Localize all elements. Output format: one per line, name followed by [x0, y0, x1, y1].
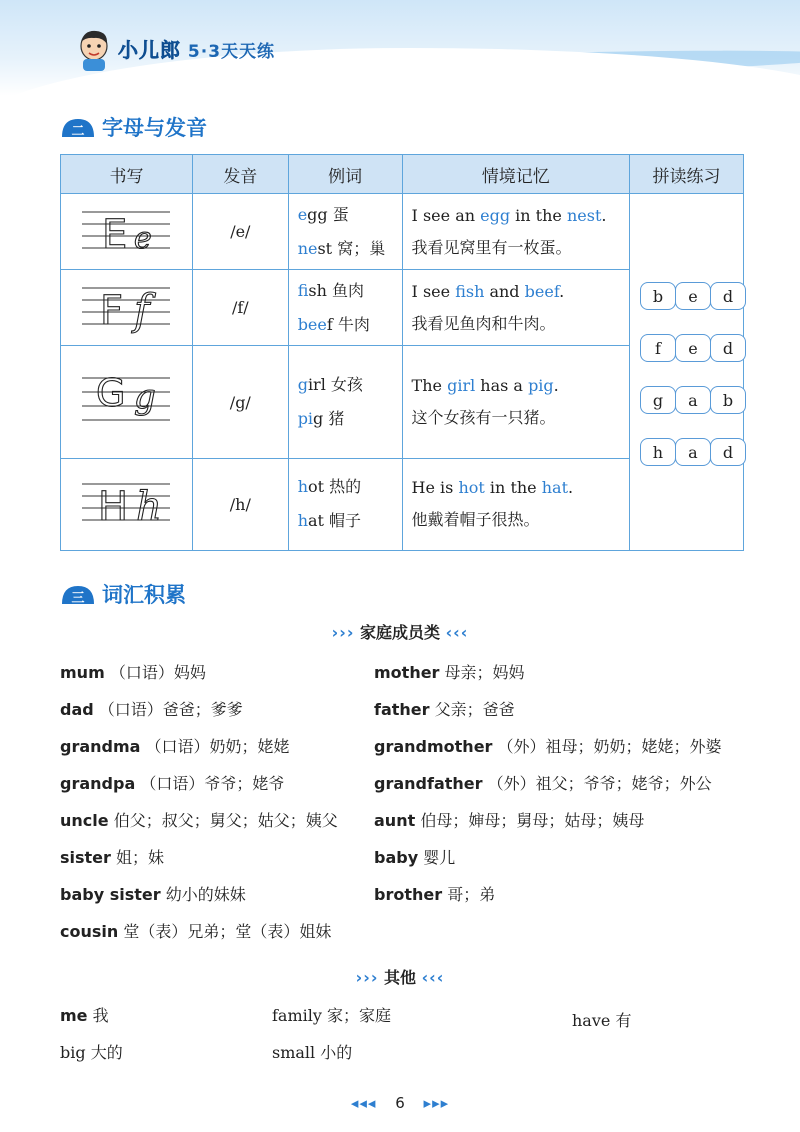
section-number-icon — [60, 583, 96, 605]
context-sentence: I see an egg in the nest. 我看见窝里有一枚蛋。 — [402, 194, 629, 270]
context-sentence: The girl has a pig. 这个女孩有一只猪。 — [402, 346, 629, 458]
triangle-right-icon: ▸▸▸ — [423, 1094, 450, 1112]
svg-text:f: f — [134, 284, 151, 334]
vocab-item: mum （口语）妈妈 — [60, 663, 206, 682]
phonics-practice-cell — [629, 194, 743, 551]
svg-text:H: H — [98, 484, 129, 531]
context-sentence: I see fish and beef. 我看见鱼肉和牛肉。 — [402, 270, 629, 346]
section-title: 字母与发音 — [102, 116, 207, 140]
subheading-family: ››› 家庭成员类 ‹‹‹ — [331, 623, 469, 642]
example-words: girl 女孩 pig 猪 — [288, 346, 402, 458]
svg-text:二: 二 — [71, 124, 85, 138]
vocab-item: big 大的 — [60, 1043, 123, 1062]
svg-text:E: E — [102, 211, 128, 258]
four-line-grid — [78, 364, 174, 436]
vocab-item: sister 姐；妹 — [60, 848, 165, 867]
page-number: ◂◂◂ 6 ▸▸▸ — [350, 1094, 450, 1112]
svg-text:g: g — [134, 377, 157, 418]
puzzle-word: g a b — [640, 386, 745, 414]
phonetic: /g/ — [192, 346, 288, 458]
brand-suffix: 5·3天天练 — [187, 42, 276, 62]
phonetic: /e/ — [192, 194, 288, 270]
svg-text:F: F — [100, 287, 124, 334]
subheading-others: ››› 其他 ‹‹‹ — [355, 968, 445, 987]
context-sentence: He is hot in the hat. 他戴着帽子很热。 — [402, 458, 629, 550]
chevron-left-icon: ‹‹‹ — [445, 623, 469, 642]
triangle-left-icon: ◂◂◂ — [350, 1094, 377, 1112]
section-heading-letters — [60, 112, 207, 142]
letter-writing-guide — [61, 346, 193, 458]
vocab-item: family 家；家庭 — [272, 1006, 392, 1025]
letters-table — [60, 154, 744, 551]
header-example-words: 例词 — [288, 155, 402, 194]
vocab-item: mother 母亲；妈妈 — [374, 663, 525, 682]
vocab-item: dad （口语）爸爸；爹爹 — [60, 700, 243, 719]
section-number-icon — [60, 116, 96, 138]
vocab-item: baby 婴儿 — [374, 848, 456, 867]
four-line-grid — [78, 278, 174, 334]
four-line-grid — [78, 474, 174, 530]
brand-name: 小儿郎 — [118, 38, 181, 62]
vocab-item: brother 哥；弟 — [374, 885, 496, 904]
chevron-right-icon: ››› — [355, 968, 379, 987]
letter-writing-guide — [61, 194, 193, 270]
vocab-item: grandpa （口语）爷爷；姥爷 — [60, 774, 285, 793]
vocab-item: uncle 伯父；叔父；舅父；姑父；姨父 — [60, 811, 338, 830]
section-title: 词汇积累 — [102, 583, 186, 607]
table-row — [61, 194, 744, 270]
letter-writing-guide — [61, 270, 193, 346]
svg-text:G: G — [96, 371, 126, 416]
puzzle-word: f e d — [640, 334, 745, 362]
example-words: egg 蛋 nest 窝；巢 — [288, 194, 402, 270]
table-header-row — [61, 155, 744, 194]
letter-writing-guide — [61, 458, 193, 550]
header-pronunciation: 发音 — [192, 155, 288, 194]
chevron-right-icon: ››› — [331, 623, 355, 642]
vocab-item: grandfather （外）祖父；爷爷；姥爷；外公 — [374, 774, 712, 793]
vocab-item: grandmother （外）祖母；奶奶；姥姥；外婆 — [374, 737, 722, 756]
header-writing: 书写 — [61, 155, 193, 194]
svg-text:e: e — [134, 220, 153, 256]
chevron-left-icon: ‹‹‹ — [421, 968, 445, 987]
vocab-item: small 小的 — [272, 1043, 353, 1062]
four-line-grid — [78, 202, 174, 258]
phonetic: /h/ — [192, 458, 288, 550]
phonetic: /f/ — [192, 270, 288, 346]
vocab-item: grandma （口语）奶奶；姥姥 — [60, 737, 290, 756]
puzzle-word: b e d — [640, 282, 745, 310]
vocab-item: have 有 — [572, 1011, 632, 1030]
vocab-item: father 父亲；爸爸 — [374, 700, 515, 719]
svg-text:三: 三 — [71, 591, 85, 605]
section-heading-vocabulary — [60, 579, 186, 609]
vocab-item: aunt 伯母；婶母；舅母；姑母；姨母 — [374, 811, 645, 830]
vocab-item: cousin 堂（表）兄弟；堂（表）姐妹 — [60, 922, 332, 941]
example-words: hot 热的 hat 帽子 — [288, 458, 402, 550]
vocab-item: baby sister 幼小的妹妹 — [60, 885, 246, 904]
svg-text:h: h — [136, 484, 163, 531]
vocab-item: me 我 — [60, 1006, 109, 1025]
puzzle-word: h a d — [640, 438, 745, 466]
header-context-memory: 情境记忆 — [402, 155, 629, 194]
example-words: fish 鱼肉 beef 牛肉 — [288, 270, 402, 346]
series-brand — [118, 34, 275, 63]
header-phonics-practice: 拼读练习 — [629, 155, 743, 194]
boy-mascot-icon — [74, 28, 114, 72]
